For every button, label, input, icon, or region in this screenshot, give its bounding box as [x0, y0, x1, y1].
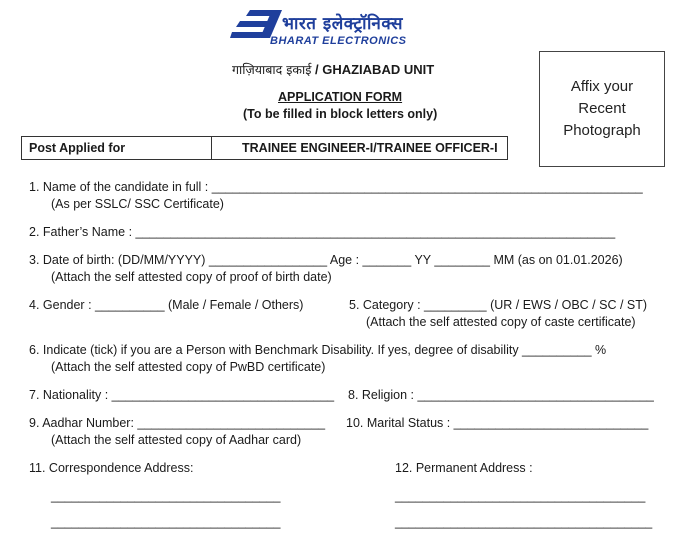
- photo-line-2: Recent: [578, 100, 626, 117]
- post-value: TRAINEE ENGINEER-I/TRAINEE OFFICER-I: [242, 141, 498, 155]
- field-name-note: (As per SSLC/ SSC Certificate): [51, 197, 224, 211]
- field-correspondence-address: 11. Correspondence Address:: [29, 461, 194, 475]
- field-gender[interactable]: 4. Gender : __________ (Male / Female / Others): [29, 298, 304, 312]
- form-title: APPLICATION FORM: [278, 90, 403, 104]
- field-disability-note: (Attach the self attested copy of PwBD certificate): [51, 360, 326, 374]
- unit-english: / GHAZIABAD UNIT: [315, 62, 435, 77]
- logo-hindi-text: भारत इलेक्ट्रॉनिक्स: [282, 14, 404, 34]
- correspondence-address-line-1[interactable]: _________________________________: [51, 489, 281, 503]
- photo-line-1: Affix your: [570, 78, 634, 95]
- correspondence-address-line-2[interactable]: _________________________________: [51, 515, 281, 529]
- permanent-address-line-2[interactable]: _____________________________________: [395, 515, 653, 529]
- photo-box: [539, 51, 665, 167]
- field-name[interactable]: 1. Name of the candidate in full : ______________________________________________________________: [29, 180, 643, 194]
- field-category-note: (Attach the self attested copy of caste certificate): [366, 315, 636, 329]
- field-permanent-address: 12. Permanent Address :: [395, 461, 533, 475]
- permanent-address-line-1[interactable]: ____________________________________: [395, 489, 646, 503]
- field-religion[interactable]: 8. Religion : __________________________________: [348, 388, 654, 402]
- field-father-name[interactable]: 2. Father’s Name : _____________________________________________________________________: [29, 225, 616, 239]
- logo-english-text: BHARAT ELECTRONICS: [270, 35, 407, 47]
- form-subtitle: (To be filled in block letters only): [243, 107, 438, 121]
- field-marital-status[interactable]: 10. Marital Status : ____________________________: [346, 416, 649, 430]
- field-aadhar[interactable]: 9. Aadhar Number: ___________________________: [29, 416, 326, 430]
- field-dob[interactable]: 3. Date of birth: (DD/MM/YYYY) _________________ Age : _______ YY ________ MM (as on 01.01.2026): [29, 253, 623, 267]
- field-dob-note: (Attach the self attested copy of proof of birth date): [51, 270, 332, 284]
- field-aadhar-note: (Attach the self attested copy of Aadhar card): [51, 433, 302, 447]
- unit-hindi: गाज़ियाबाद इकाई: [232, 62, 312, 77]
- photo-line-3: Photograph: [563, 122, 641, 139]
- post-label: Post Applied for: [22, 137, 212, 159]
- field-disability[interactable]: 6. Indicate (tick) if you are a Person with Benchmark Disability. If yes, degree of disability __________ %: [29, 343, 607, 357]
- field-category[interactable]: 5. Category : _________ (UR / EWS / OBC / SC / ST): [349, 298, 648, 312]
- unit-heading: [232, 61, 434, 78]
- post-table: [21, 136, 508, 160]
- field-nationality[interactable]: 7. Nationality : ________________________________: [29, 388, 335, 402]
